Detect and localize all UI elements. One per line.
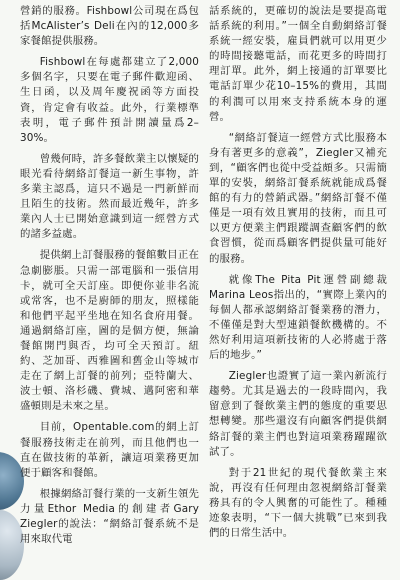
paragraph: 營銷的服務。Fishbowl公司現在爲包括McAlister’s Deli在內的12,000多家餐館提供服務。 bbox=[20, 5, 199, 48]
paragraph: 曾幾何時，許多餐飲業主以懷疑的眼光看待網絡訂餐這一新生事物，許多業主認爲，這只不過是一門新鮮而且陌生的技術。然而最近幾年，許多業內人士已開始意識到這一經營方式的諸多益處。 bbox=[20, 152, 199, 241]
paragraph: 就像The Pita Pit運營副總裁Marina Leos指出的，“實際上業內的每個人都承認網絡訂餐業務的潛力，不僅僅是對大型連鎖餐飲機構的。不然好利用這項新技術的人必將處于落后的地步。” bbox=[209, 273, 387, 362]
paragraph: 根據網絡訂餐行業的一支新生領先力量Ethor Media的創建者Gary Ziegler的說法：“網絡訂餐系統不是用來取代電 bbox=[20, 487, 199, 546]
paragraph: 提供網上訂餐服務的餐館數目正在急劇膨脹。只需一部電腦和一張信用卡，就可全天訂座。即便你並非名流或常客，也不是廚師的朋友，照樣能和他們平起平坐地在知名食府用餐。通過網絡訂座，圖的是個方便，無論餐館開門與否，均可全天預訂。紐約、芝加哥、西雅圖和舊金山等城市走在了網上訂餐的前列；亞特蘭大、波士頓、洛杉磯、費城、邁阿密和華盛頓則是未來之星。 bbox=[20, 249, 199, 413]
paragraph: 話系統的，更確切的說法是要提高電話系統的利用。”一個全自動網絡訂餐系統一經安裝，雇員們就可以用更少的時間接聽電話，而花更多的時間打理訂單。此外，網上接通的訂單要比電話訂單少花10–15%的費用，其間的利潤可以用來支持系統本身的運營。 bbox=[209, 5, 387, 123]
paragraph: “網絡訂餐這一經營方式比服務本身有著更多的意義”，Ziegler又補充到，“顧客們也從中受益頗多。只需簡單的安裝，網絡訂餐系統就能成爲餐館的有力的營銷武器。”網絡訂餐不僅僅是一項有效且實用的技術，而且可以更方便業主們跟蹤調查顧客們的飲食習慣，從而爲顧客們提供量可能好的服務。 bbox=[209, 131, 387, 265]
paragraph: 對于21世紀的現代餐飲業主來說，再沒有任何理由忽視網絡訂餐業務具有的令人興奮的可能性了。種種迹象表明，“下一個大挑戰”已來到我們的日常生活中。 bbox=[209, 466, 387, 540]
paragraph: Fishbowl在每處都建立了2,000多個名字，只要在電子郵件歡迎函、生日函，以及周年慶祝函等方面投資，肯定會有收益。此外，行業標準表明，電子郵件預計開讀量爲2–30%。 bbox=[20, 56, 199, 144]
paragraph: Ziegler也證實了這一業內新流行趨勢。尤其是過去的一段時間內，我留意到了餐飲業主們的態度的重要思想轉變。那些還沒有向顧客們提供網絡訂餐的業主們也對這項業務躍躍欲試了。 bbox=[209, 370, 387, 458]
left-column bbox=[20, 4, 199, 553]
right-column bbox=[209, 4, 387, 547]
paragraph: 目前，Opentable.com的網上訂餐服務技術走在前列，而且他們也一直在做技術的革新，讓這項業務更加便于顧客和餐館。 bbox=[20, 421, 199, 479]
